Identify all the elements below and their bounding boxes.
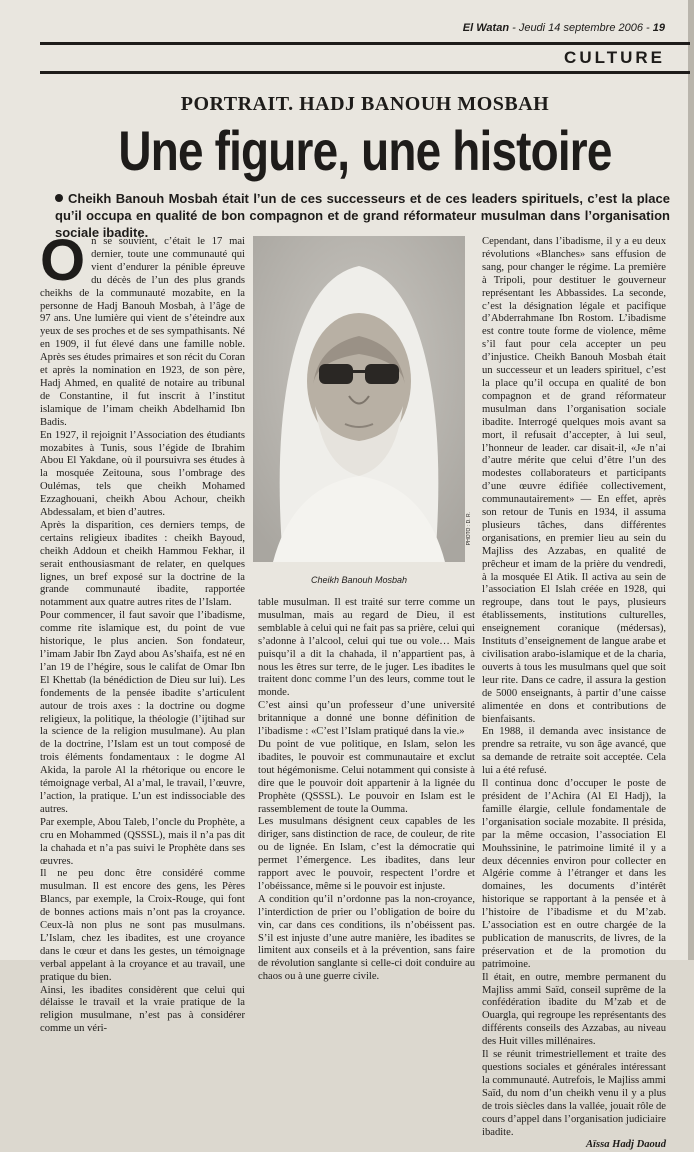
article-lead [55, 190, 670, 241]
paragraph: Les musulmans désignent ceux capables de les diriger, sans distinction de race, de couleur, de rite ou de lignée. En Islam, c’est la démocratie qui permet l’émergence. Les ibadites, dans leur rapport avec le pouvoir, respectent l’ordre et l’obéissance, même si le pouvoir est injuste. [258, 816, 475, 892]
paragraph: En 1988, il demanda avec insistance de prendre sa retraite, vu son âge avancé, que sa demande de retraite soit acceptée. Cela lui a été refusé. [482, 726, 666, 777]
author-signature: Aïssa Hadj Daoud [585, 1139, 666, 1151]
paragraph: En 1927, il rejoignit l’Association des étudiants mozabites à Tunis, sous l’égide de Ibrahim Abou El Yakdane, où il poursuivra ses études à la mosquée Zeitouna, sous l’ombrage des Oulémas, tels que cheikh Mohamed Ezzaghouani, cheikh Abou Achour, cheikh Abdessalam, et bien d’autres. [40, 429, 245, 519]
top-rule [40, 42, 690, 45]
paragraph: Ainsi, les ibadites considèrent que celui qui délaisse le travail et la vraie pratique de la religion musulmane, n’est pas à considérer comme un véri- [40, 984, 245, 1035]
photo-credit: PHOTO : D. R. [466, 512, 472, 546]
column-2 [258, 597, 475, 983]
section-rule [40, 71, 690, 74]
column-3 [482, 236, 666, 1151]
paragraph: Il se réunit trimestriellement et traite des questions sociales et générales intéressant la communauté. Autrefois, le Majliss ammi Saïd, du nom d’un cheikh venu il y a plus de trois siècles dans la vallée, jouait rôle de cours d’appel dans l’organisation judiciaire ibadite. [482, 1049, 666, 1138]
paragraph: table musulman. Il est traité sur terre comme un musulman, mais au regard de Dieu, il est semblable à celui qui ne fait pas sa prière, celui qui s’adonne à l’alcool, celui qui tue ou vole… Mais puisqu’il a dit la chahada, il n’appartient pas, à nous les êtres sur terre, de le juger. Les ibadites le traitent donc comme l’un des leurs, comme tout le monde. [258, 597, 475, 699]
paper-name: El Watan [462, 22, 510, 34]
page-edge-shadow [688, 0, 694, 960]
issue-date: - Jeudi 14 septembre 2006 - [509, 22, 653, 34]
masthead [320, 22, 665, 34]
drop-cap: O [40, 228, 86, 293]
article-headline: Une figure, une histoire [118, 119, 612, 182]
paragraph: Il ne peu donc être considéré comme musulman. Il est encore des gens, les Pères Blancs, par exemple, la Croix-Rouge, qui font de bonnes actions mais n’ont pas la croyance. Ceux-là non plus ne sont pas musulmans. L’Islam, chez les ibadites, est une croyance dans le cœur et dans les gestes, un témoignage verbal appelant à la croyance et au travail, une pratique du bien. [40, 868, 245, 983]
paragraph: Du point de vue politique, en Islam, selon les ibadites, le pouvoir est communautaire et exclut tout hégémonisme. Celui notamment qui consiste à dire que le pouvoir doit appartenir à la lignée du Prophète (QSSSL). Le pouvoir en Islam est le rassemblement de toute la Oumma. [258, 738, 475, 815]
column-1 [40, 228, 245, 1035]
paragraph: Pour commencer, il faut savoir que l’ibadisme, comme rite islamique est, du point de vue historique, le plus ancien. Son fondateur, l’imam Jabir Ibn Zayd abou As’shaifa, est né en l’an 19 de l’hégire, sous le califat de Omar Ibn El Khettab (la bénédiction de Dieu sur lui). Les fondements de la pensée ibadite s’articulent autour de trois axes : la doctrine ou dogme religieux, la politique, la théologie (l’ijtihad sur la science de la religion musulmane). Au plan de la doctrine, l’Islam est un tout composé de trois éléments fondamentaux : le dogme Al Akida, la parole Al la rhétorique ou encore le témoignage verbal, Al a’mal, le travail, l’œuvre, l’action, la pratique. L’un est indissociable des autres. [40, 610, 245, 815]
page-number: 19 [652, 22, 665, 34]
paragraph: Il continua donc d’occuper le poste de président de l’Achira (Al El Hadj), la famille élargie, cellule fondamentale de l’organisation sociale mozabite. Il présida, par la même occasion, l’association El Mouhssinine, le patrimoine limité il y a deux décennies environ pour collecter en Algérie comme à l’étranger et dans les domaines, les documents d’intérêt historique se rapportant à la pensée et à l’histoire de l’ibadisme et du M’zab. L’association est en outre chargée de la publication de manuscrits, de livres, de la préservation et de la promotion du patrimoine. [482, 778, 666, 970]
paragraph-text: n se souvient, c’était le 17 mai dernier, toute une communauté qui vient d’endurer la pénible épreuve du décès de l’un des plus grands cheikhs de la communauté mozabite, en la personne de Hadj Banouh Mosbah, à l’âge de 97 ans. Une lumière qui vient de s’éteindre aux yeux de ses proches et de ses sympathisants. Né en 1909, il fut élevé dans une famille noble. Après ses études primaires et son récit du Coran et après la nomination en 1923, de son père, Hadj Ahmed, en qualité de notaire au tribunal de Constantine, il fut inscrit à l’institut islamique de l’imam cheikh Abdelhamid Ibn Badis. [40, 236, 245, 428]
photo-caption: Cheikh Banouh Mosbah [310, 575, 408, 585]
portrait-image [253, 236, 465, 562]
portrait-photo [253, 236, 465, 562]
paragraph: Par exemple, Abou Taleb, l’oncle du Prophète, a cru en Mohammed (QSSSL), mais il n’a pas dit la chahada et n’a pas suivi le Prophète dans ses œuvres. [40, 816, 245, 867]
paragraph: C’est ainsi qu’un professeur d’une université britannique a donné une bonne définition de l’ibadisme : «C’est l’Islam pratiqué dans la vie.» [258, 700, 475, 738]
paragraph: A condition qu’il n’ordonne pas la non-croyance, l’interdiction de prier ou l’obligation de boire du vin, car dans ces conditions, ils n’obéissent pas. S’il est injuste d’une autre manière, les ibadites se limitent aux conseils et à la prévention, sans faire de révolution sanglante si celle-ci doit conduire au chaos ou à une guerre civile. [258, 893, 475, 983]
article-kicker: PORTRAIT. HADJ BANOUH MOSBAH [180, 93, 550, 115]
paragraph: Cependant, dans l’ibadisme, il y a eu deux révolutions «Blanches» sans effusion de sang, pour changer le régime. La première à Tripoli, pour destituer le gouverneur représentant les Abbassides. La seconde, c’est la désignation légale et pacifique d’Abderrahmane Ibn Rostom. L’ibadisme est contre toute forme de violence, même s’il faut pour cela accepter un peu d’injustice. Cheikh Banouh Mosbah était un successeur et un leaders spirituel, c’est la place qu’il occupa en qualité de bon compagnon et de grand réformateur musulman dans l’organisation sociale ibadite. Interrogé quelques mois avant sa mort, il refusait d’accepter, à lui seul, l’honneur de leader. car disait-il, «Je n’ai d’autre mérite que celui d’être l’un des modestes collaborateurs et participants d’une œuvre édifiée collectivement, communautairement» — En effet, après son retour de Tunis en 1934, il assuma plusieurs tâches, dans différentes organisations, en premier lieu au sein du Majliss des Azzabas, en qualité de prêcheur et imam de la prière du vendredi, à la mosquée El Atik. Il activa au sein de l’association El Islah créée en 1928, qui regroupe, dans tout le pays, plusieurs établissements, institutions culturelles, enseignement coranique (médersas), Instituts d’enseignement de langue arabe et civilisation arabo-islamique et de la charia, ouverts à tous les musulmans quel que soit leur rite. Dans ce cadre, il assura la gestion de 5000 enseignants, à partir d’une caisse alimentée en dons et contributions de bienfaisants. [482, 236, 666, 725]
bullet-icon [55, 194, 63, 202]
section-title: CULTURE [564, 48, 665, 67]
lead-text: Cheikh Banouh Mosbah était l’un de ces successeurs et de ces leaders spirituels, c’est la place qu’il occupa en qualité de bon compagnon et de grand réformateur musulman dans l’organisation sociale ibadite. [55, 191, 670, 240]
paragraph: Il était, en outre, membre permanent du Majliss ammi Saïd, conseil suprême de la confédération ibadite du M’zab et de Ouargla, qui regroupe les représentants des différents conseils des Azzabas, au niveau des Huit villes millénaires. [482, 971, 666, 1048]
paragraph [40, 228, 245, 430]
paragraph: Après la disparition, ces derniers temps, de certains religieux ibadites : cheikh Bayoud, cheikh Addoun et cheikh Hammou Fekhar, il serait enthousiasmant de relater, en quelques lignes, un bref exposé sur la doctrine de la grande communauté ibadite, rapportée notamment aux quatre autres rites de l’Islam. [40, 519, 245, 609]
